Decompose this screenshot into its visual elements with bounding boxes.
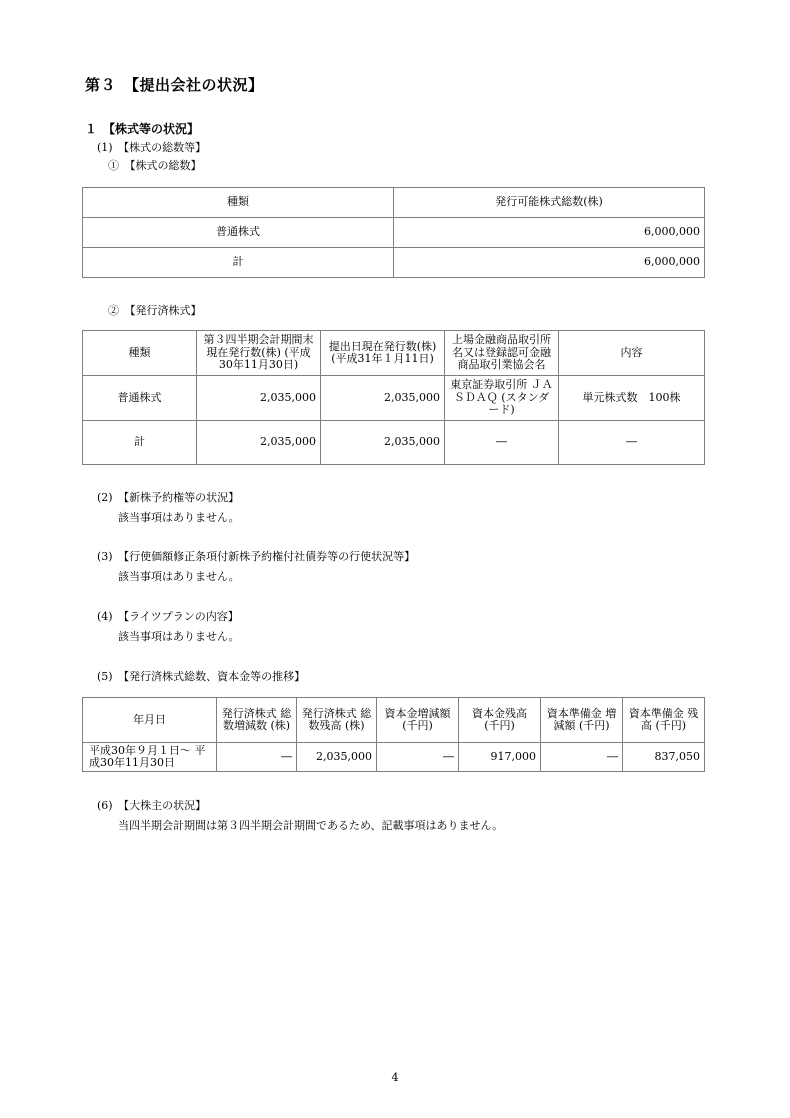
cell-date: 平成30年９月１日～ 平成30年11月30日 (83, 743, 217, 772)
cell-quarter-end-issued: 2,035,000 (197, 376, 321, 421)
cell-type: 計 (83, 248, 394, 278)
table-header-row (83, 188, 705, 218)
table-row (83, 376, 705, 421)
heading-rights-plan: (4) 【ライツプランの内容】 (97, 610, 239, 623)
body-major-shareholders: 当四半期会計期間は第３四半期会計期間であるため、記載事項はありません。 (118, 819, 504, 832)
header-type: 種類 (83, 331, 197, 376)
header-date: 年月日 (83, 698, 217, 743)
header-description: 内容 (559, 331, 705, 376)
heading-major-shareholders: (6) 【大株主の状況】 (97, 799, 207, 812)
heading-issued-shares: ② 【発行済株式】 (108, 304, 202, 317)
header-reserve-change: 資本準備金 増減額 (千円) (541, 698, 623, 743)
cell-filing-date-issued: 2,035,000 (321, 421, 445, 465)
table-row (83, 421, 705, 465)
heading-stock-acquisition-rights: (2) 【新株予約権等の状況】 (97, 491, 240, 504)
heading-authorized-shares: ① 【株式の総数】 (108, 159, 202, 172)
table-row (83, 248, 705, 278)
cell-listed-exchange: ― (445, 421, 559, 465)
header-authorized-count: 発行可能株式総数(株) (394, 188, 705, 218)
page-number: 4 (391, 1071, 399, 1084)
table-row (83, 743, 705, 772)
cell-type: 計 (83, 421, 197, 465)
heading-exercise-status: (3) 【行使価額修正条項付新株予約権付社債券等の行使状況等】 (97, 550, 416, 563)
cell-type: 普通株式 (83, 218, 394, 248)
table-row (83, 218, 705, 248)
cell-reserve-balance: 837,050 (623, 743, 705, 772)
header-quarter-end-issued: 第３四半期会計期間末 現在発行数(株) (平成30年11月30日) (197, 331, 321, 376)
issued-shares-table (82, 330, 705, 465)
header-capital-balance: 資本金残高 (千円) (459, 698, 541, 743)
header-filing-date-issued: 提出日現在発行数(株) (平成31年１月11日) (321, 331, 445, 376)
cell-description: 単元株式数 100株 (559, 376, 705, 421)
heading-total-shares: (1) 【株式の総数等】 (97, 141, 207, 154)
heading-share-capital-changes: (5) 【発行済株式総数、資本金等の推移】 (97, 670, 306, 683)
share-capital-changes-table (82, 697, 705, 772)
cell-description: ― (559, 421, 705, 465)
cell-shares-balance: 2,035,000 (297, 743, 377, 772)
cell-authorized-count: 6,000,000 (394, 248, 705, 278)
table-header-row (83, 331, 705, 376)
heading-stock-status: １ 【株式等の状況】 (85, 122, 200, 136)
cell-capital-balance: 917,000 (459, 743, 541, 772)
body-stock-acquisition-rights: 該当事項はありません。 (118, 511, 240, 524)
header-listed-exchange: 上場金融商品取引所 名又は登録認可金融 商品取引業協会名 (445, 331, 559, 376)
header-shares-change: 発行済株式 総数増減数 (株) (217, 698, 297, 743)
cell-shares-change: ― (217, 743, 297, 772)
cell-filing-date-issued: 2,035,000 (321, 376, 445, 421)
header-shares-balance: 発行済株式 総数残高 (株) (297, 698, 377, 743)
authorized-shares-table (82, 187, 705, 278)
cell-authorized-count: 6,000,000 (394, 218, 705, 248)
header-type: 種類 (83, 188, 394, 218)
header-reserve-balance: 資本準備金 残高 (千円) (623, 698, 705, 743)
section-title: 第３ 【提出会社の状況】 (85, 76, 264, 94)
cell-capital-change: ― (377, 743, 459, 772)
cell-listed-exchange: 東京証券取引所 ＪＡＳＤＡＱ (スタンダード) (445, 376, 559, 421)
body-rights-plan: 該当事項はありません。 (118, 630, 240, 643)
cell-quarter-end-issued: 2,035,000 (197, 421, 321, 465)
body-exercise-status: 該当事項はありません。 (118, 570, 240, 583)
table-header-row (83, 698, 705, 743)
cell-reserve-change: ― (541, 743, 623, 772)
cell-type: 普通株式 (83, 376, 197, 421)
header-capital-change: 資本金増減額 (千円) (377, 698, 459, 743)
